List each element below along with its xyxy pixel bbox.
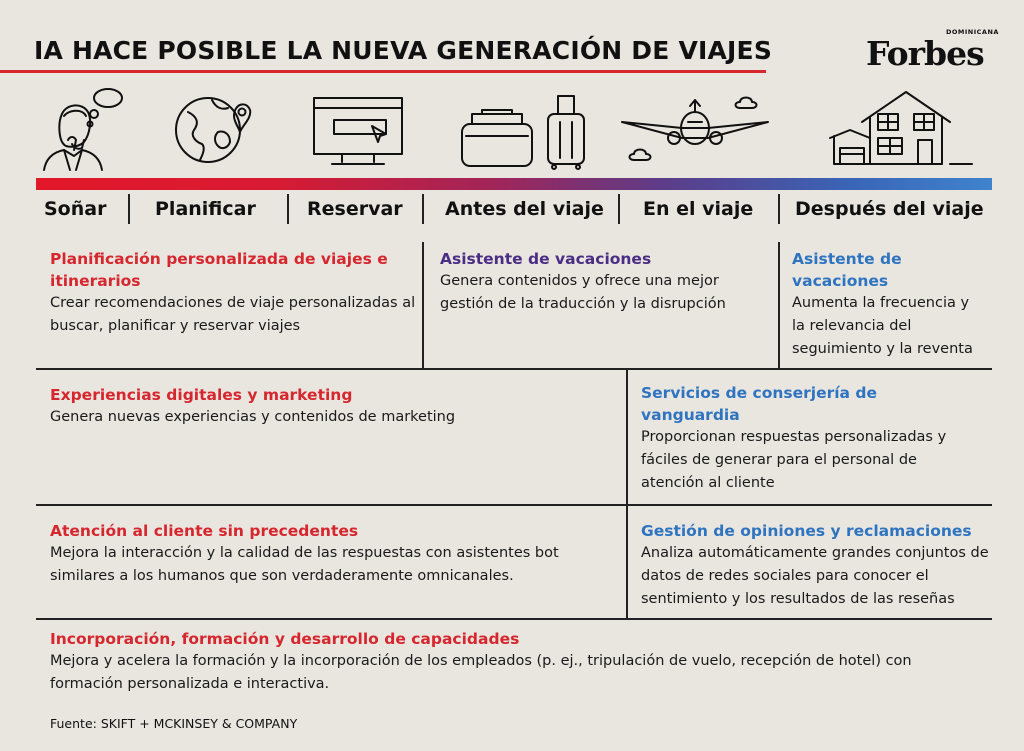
card-title: Gestión de opiniones y reclamaciones bbox=[641, 522, 972, 540]
card-title: Incorporación, formación y desarrollo de capacidades bbox=[50, 630, 520, 648]
card-title: Atención al cliente sin precedentes bbox=[50, 522, 359, 540]
card-asistente-despues bbox=[792, 248, 982, 361]
logo-wordmark: Forbes bbox=[866, 34, 984, 73]
title-underline bbox=[0, 70, 766, 73]
stage-reservar: Reservar bbox=[307, 198, 403, 220]
card-title: Planificación personalizada de viajes e itinerarios bbox=[50, 250, 388, 290]
stage-planificar: Planificar bbox=[155, 198, 256, 220]
grid-divider bbox=[626, 368, 628, 618]
stage-en-el-viaje: En el viaje bbox=[643, 198, 754, 220]
grid-divider bbox=[422, 242, 424, 368]
card-description: Crear recomendaciones de viaje personalizadas al buscar, planificar y reservar viajes bbox=[50, 295, 416, 334]
card-title: Asistente de vacaciones bbox=[792, 250, 902, 290]
card-description: Mejora y acelera la formación y la incorporación de los empleados (p. ej., tripulación de vuelo, recepción de hotel) con formación personalizada e interactiva. bbox=[50, 653, 912, 692]
grid-divider bbox=[36, 368, 992, 370]
forbes-logo bbox=[866, 28, 999, 74]
stage-sonar: Soñar bbox=[44, 198, 107, 220]
stage-despues-del-viaje: Después del viaje bbox=[795, 198, 984, 220]
card-title: Experiencias digitales y marketing bbox=[50, 386, 353, 404]
luggage-icon bbox=[458, 92, 588, 170]
computer-booking-icon bbox=[312, 96, 404, 168]
card-title: Asistente de vacaciones bbox=[440, 250, 652, 268]
globe-pin-icon bbox=[172, 86, 252, 168]
card-description: Genera contenidos y ofrece una mejor gestión de la traducción y la disrupción bbox=[440, 273, 726, 312]
card-description: Mejora la interacción y la calidad de las respuestas con asistentes bot similares a los humanos que son verdaderamente omnicanales. bbox=[50, 545, 559, 584]
stage-divider bbox=[128, 194, 130, 224]
stage-divider bbox=[287, 194, 289, 224]
card-description: Analiza automáticamente grandes conjuntos de datos de redes sociales para conocer el sentimiento y los resultados de las reseñas bbox=[641, 545, 989, 607]
card-planificacion bbox=[50, 248, 416, 338]
stage-antes-del-viaje: Antes del viaje bbox=[445, 198, 604, 220]
grid-divider bbox=[778, 242, 780, 368]
card-description: Proporcionan respuestas personalizadas y fáciles de generar para el personal de atención al cliente bbox=[641, 429, 947, 491]
journey-gradient-bar bbox=[36, 178, 992, 190]
source-note: Fuente: SKIFT + MCKINSEY & COMPANY bbox=[50, 716, 298, 731]
house-icon bbox=[826, 90, 976, 166]
card-description: Genera nuevas experiencias y contenidos de marketing bbox=[50, 409, 456, 425]
card-description: Aumenta la frecuencia y la relevancia del seguimiento y la reventa bbox=[792, 295, 973, 357]
card-experiencias bbox=[50, 384, 610, 429]
grid-divider bbox=[36, 618, 992, 620]
airplane-icon bbox=[620, 94, 770, 166]
grid-divider bbox=[36, 504, 992, 506]
card-opiniones bbox=[641, 520, 991, 611]
card-incorporacion bbox=[50, 628, 980, 696]
stage-divider bbox=[422, 194, 424, 224]
person-thinking-icon bbox=[38, 84, 128, 172]
card-atencion-cliente bbox=[50, 520, 616, 588]
card-title: Servicios de conserjería de vanguardia bbox=[641, 384, 878, 424]
page-title: IA HACE POSIBLE LA NUEVA GENERACIÓN DE VIAJES bbox=[34, 36, 773, 65]
stage-divider bbox=[778, 194, 780, 224]
card-asistente-antes bbox=[440, 248, 766, 316]
stage-divider bbox=[618, 194, 620, 224]
logo-subtitle: DOMINICANA bbox=[946, 28, 999, 36]
card-conserjeria bbox=[641, 382, 981, 495]
